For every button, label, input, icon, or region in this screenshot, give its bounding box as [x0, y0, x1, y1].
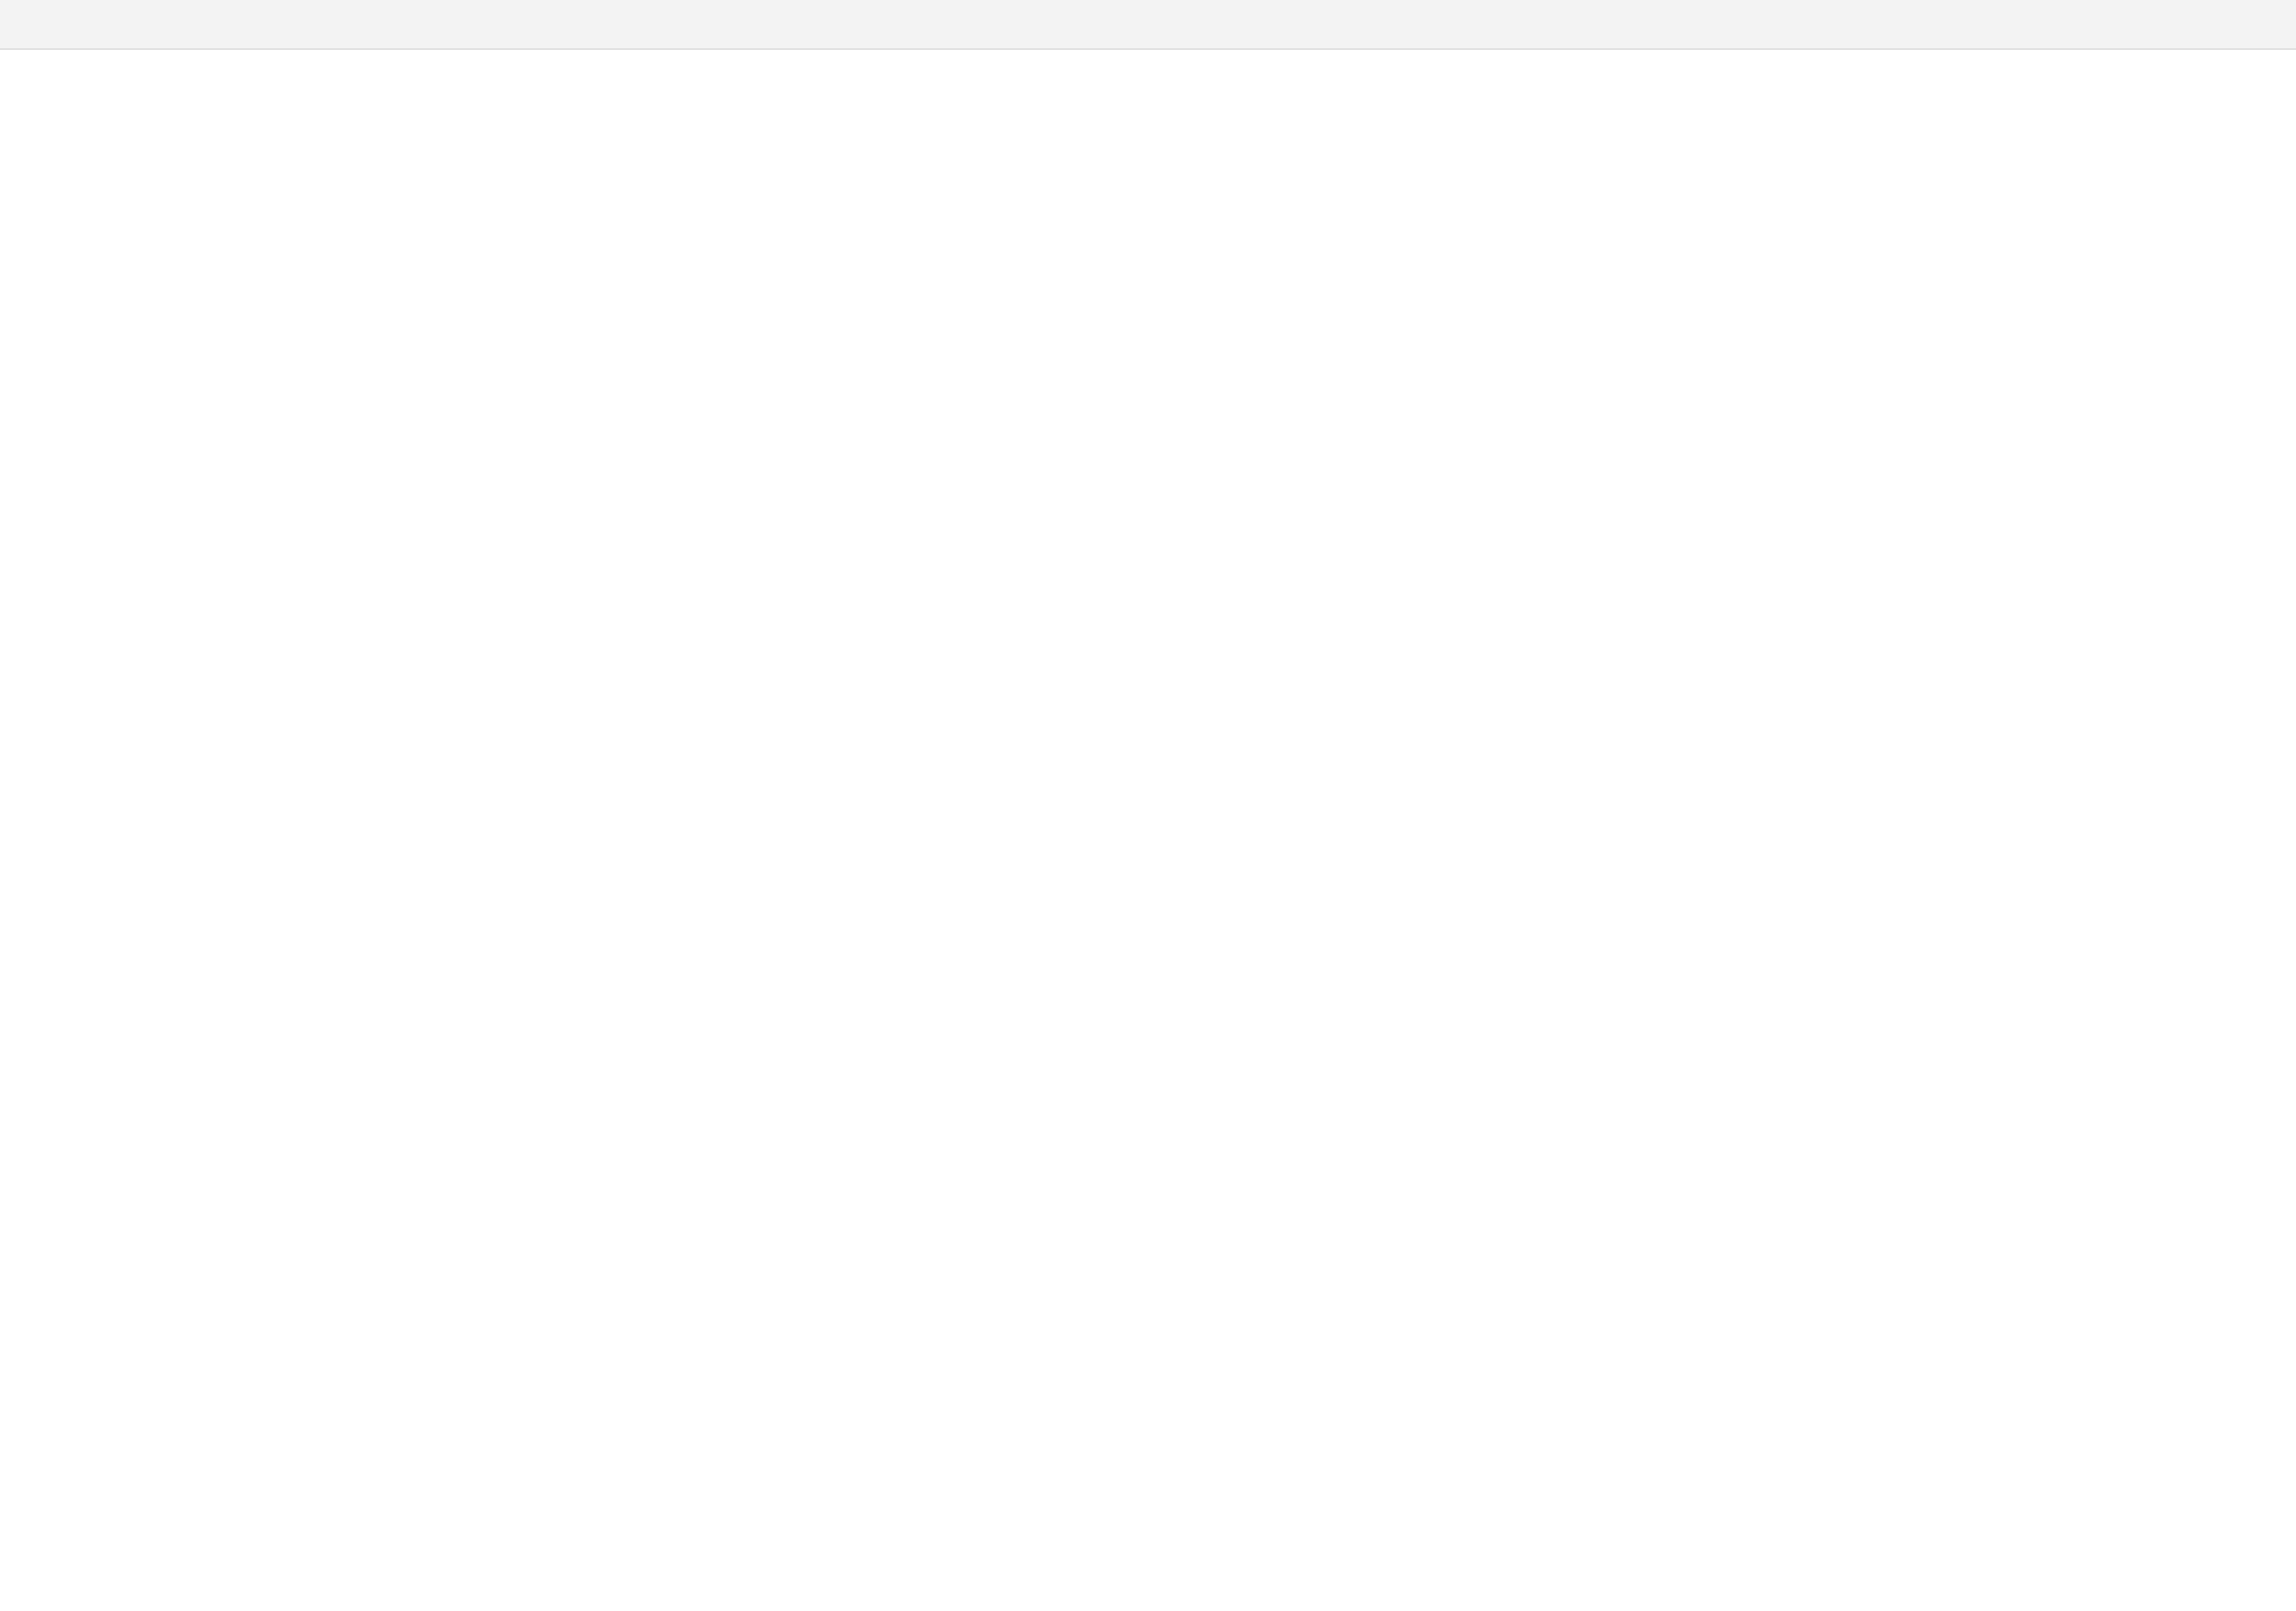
- main-content: [0, 51, 2296, 1611]
- title-bar: [0, 0, 2296, 50]
